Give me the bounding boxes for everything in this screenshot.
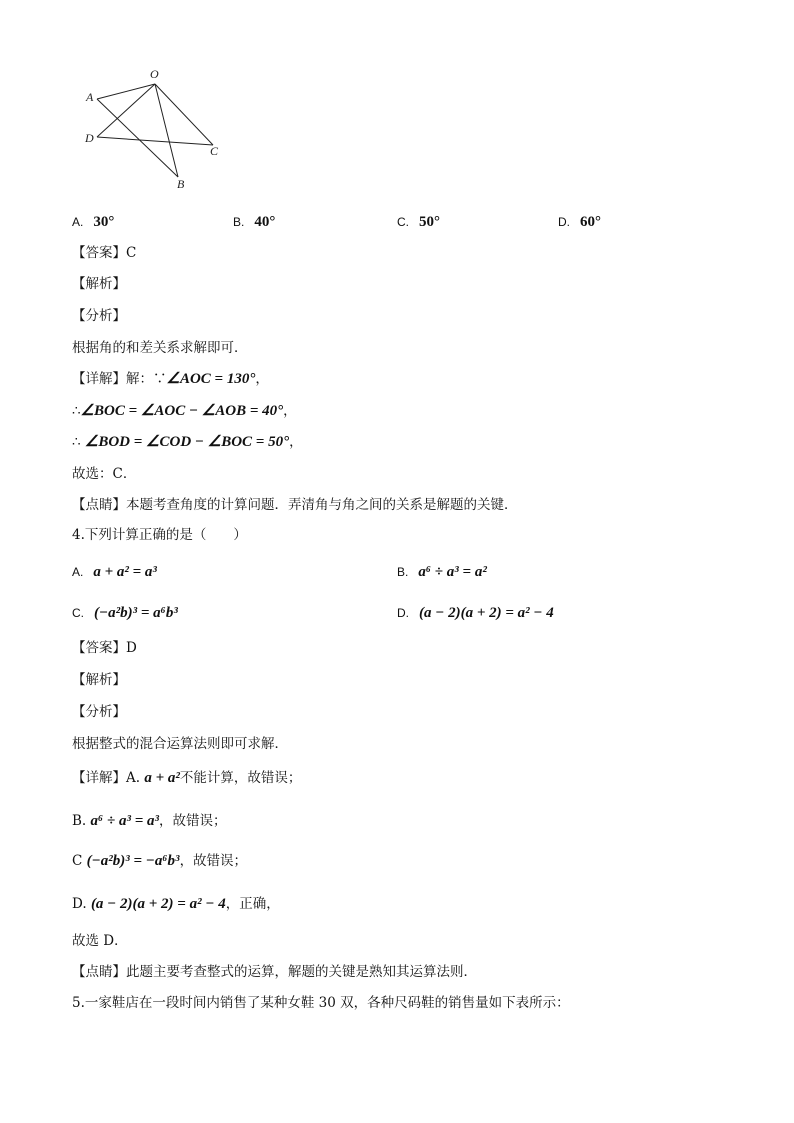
point-label-b: B xyxy=(177,177,185,191)
q4-option-a: A. a + a² = a³ xyxy=(72,564,157,580)
q3-dianjing: 【点睛】本题考查角度的计算问题．弄清角与角之间的关系是解题的关键． xyxy=(72,497,518,513)
q4-choose: 故选 D． xyxy=(72,933,128,949)
q4-stem: 4.下列计算正确的是（ ） xyxy=(72,527,247,543)
q4-answer: 【答案】D xyxy=(72,640,137,656)
q4-jiexi-tag: 【解析】 xyxy=(72,672,126,688)
point-label-o: O xyxy=(150,67,159,81)
point-label-c: C xyxy=(210,144,219,158)
q3-option-a: A. 30° xyxy=(72,214,115,230)
q4-xiangjie-a: 【详解】A. a + a²不能计算，故错误； xyxy=(72,770,302,786)
q4-option-d: D. (a − 2)(a + 2) = a² − 4 xyxy=(397,605,554,621)
q3-xiangjie-step3: ∴ ∠BOD = ∠COD − ∠BOC = 50°， xyxy=(72,434,303,450)
q3-fenxi-text: 根据角的和差关系求解即可． xyxy=(72,340,248,356)
q4-xiangjie-d: D. (a − 2)(a + 2) = a² − 4，正确， xyxy=(72,896,280,912)
q3-xiangjie-step2: ∴∠BOC = ∠AOC − ∠AOB = 40°， xyxy=(72,403,297,419)
segment-ob xyxy=(155,84,178,177)
segment-oc xyxy=(155,84,213,145)
q3-fenxi-tag: 【分析】 xyxy=(72,308,126,324)
q3-answer: 【答案】C xyxy=(72,245,137,261)
q4-option-c: C. (−a²b)³ = a⁶b³ xyxy=(72,605,178,621)
q4-option-b: B. a⁶ ÷ a³ = a² xyxy=(397,564,487,580)
q4-xiangjie-c: C (−a²b)³ = −a⁶b³，故错误； xyxy=(72,853,248,869)
q3-option-d: D. 60° xyxy=(558,214,601,230)
q3-xiangjie-step1: 【详解】解：∵∠AOC = 130°， xyxy=(72,371,269,387)
q3-choose: 故选：C． xyxy=(72,466,137,482)
q5-stem: 5.一家鞋店在一段时间内销售了某种女鞋 30 双，各种尺码鞋的销售量如下表所示： xyxy=(72,995,570,1011)
q4-dianjing: 【点睛】此题主要考查整式的运算，解题的关键是熟知其运算法则． xyxy=(72,964,477,980)
q3-option-b: B. 40° xyxy=(233,214,276,230)
q3-jiexi-tag: 【解析】 xyxy=(72,276,126,292)
q4-xiangjie-b: B. a⁶ ÷ a³ = a³，故错误； xyxy=(72,813,227,829)
q3-option-c: C. 50° xyxy=(397,214,440,230)
q4-fenxi-text: 根据整式的混合运算法则即可求解． xyxy=(72,736,288,752)
q4-fenxi-tag: 【分析】 xyxy=(72,704,126,720)
point-label-a: A xyxy=(86,90,94,104)
point-label-d: D xyxy=(85,131,94,145)
geometry-figure xyxy=(80,64,240,199)
segment-dc xyxy=(97,137,213,145)
